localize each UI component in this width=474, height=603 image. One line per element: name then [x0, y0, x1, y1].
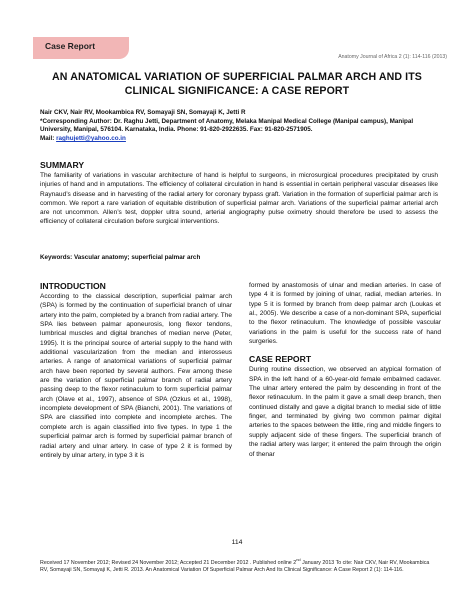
article-title: AN ANATOMICAL VARIATION OF SUPERFICIAL PALMAR ARCH AND ITS CLINICAL SIGNIFICANCE: A CASE REPORT: [52, 71, 422, 97]
author-names: Nair CKV, Nair RV, Mookambica RV, Somayaji SN, Somayaji K, Jetti R: [40, 109, 246, 116]
article-type-badge: [33, 37, 129, 59]
summary-heading: SUMMARY: [40, 160, 85, 170]
article-type-label: Case Report: [45, 41, 96, 51]
right-column: [249, 281, 441, 459]
author-block: [40, 109, 440, 144]
page-number: 114: [231, 539, 243, 546]
introduction-text: According to the classical description, superficial palmar arch (SPA) is formed by the continuation of superficial branch of ulnar artery into the palm, completed by a branch from radial artery. The SPA lies between palmar aponeurosis, long flexor tendons, lumbrical muscles and digital branches of median nerve (Peter, 1995). It is the principal source of arterial supply to the hand with additional vascularization from the median and interosseus arteries. A range of anatomical variations of superficial palmar arch have been reported by several authors. Few among these are the variation of superficial palmar branch of radial artery passing deep to the flexor retinaculum to form superficial palmar arch (Olave et al., 1997), absence of SPA (Ozkus et al., 1998), incomplete development of SPA (Bianchi, 2001). The variations of SPA are classified into complete and incomplete arches. The complete arch is again classified into five types. In type 1 the superficial palmar arch is formed by superficial palmar branch of radial artery and ulnar artery. In case of type 2 it is formed by entirely by ulnar artery, in type 3 it is: [40, 293, 232, 459]
left-column: [40, 281, 232, 460]
introduction-continued-text: formed by anastomosis of ulnar and median arteries. In case of type 4 it is formed by joining of ulnar, radial, median arteries. In type 5 it is formed by branch from deep palmar arch (Loukas et al., 2005). We describe a case of a non-dominant SPA, superficial to the flexor retinaculum. The knowledge of possible vascular variations in the palm is useful for the success rate of hand surgeries.: [249, 282, 441, 346]
introduction-heading: INTRODUCTION: [40, 281, 106, 291]
case-report-text: During routine dissection, we observed an atypical formation of SPA in the left hand of a 60-year-old female embalmed cadaver. The ulnar artery entered the palm by descending in front of the flexor retinaculum. In the palm it gave a small deep branch, then continued distally and gave a digital branch to medial side of little finger, and terminated by giving two common palmar digital arteries to the spaces between the little, ring and middle fingers to supply adjacent side of these fingers. The superficial branch of the radial artery was larger; it entered the palm through the origin of thenar: [249, 366, 441, 458]
footer-superscript: nd: [296, 557, 301, 562]
case-report-heading: CASE REPORT: [249, 354, 312, 365]
email-link[interactable]: raghujetti@yahoo.co.in: [56, 135, 126, 143]
footer-received: Received 17 November 2012; Revised 24 November 2012; Accepted 21 December 2012 . Published online 2: [40, 559, 297, 566]
journal-citation: Anatomy Journal of Africa 2 (1): 114-116 (2013): [338, 54, 447, 60]
corresponding-author: *Corresponding Author: Dr. Raghu Jetti, Department of Anatomy, Melaka Manipal Medical College (Manipal campus), Manipal University, Manipal, 576104. Karnataka, India. Phone: 91-820-2922635. Fax: 91-820-2571905.: [40, 117, 414, 134]
citation-footer: [40, 556, 438, 575]
keywords: Keywords: Vascular anatomy; superficial palmar arch: [40, 254, 201, 261]
summary-text: The familiarity of variations in vascular architecture of hand is helpful to surgeons, in microsurgical procedures precipitated by crush injuries of hand and in amputations. The efficiency of collateral circulation in hand is essential in certain peripheral vascular diseases like Raynaud’s disease and in harvesting of the radial artery for coronary bypass graft. Variation in the formation of superficial palmar arch is common. We report a rare variation of equitable distribution of superficial palmar arch. Variations of the superficial palmar arterial arch are not uncommon. Allen’s test, doppler ultra sound, arterial angiography pulse oximetry should therefore be used to assess the efficiency of collateral circulation before surgical interventions.: [40, 172, 438, 226]
footer-citation: January 2013 To cite: Nair CKV, Nair RV, Mookambica RV, Somayaji SN, Somayaji K, Jetti R. 2013. An Anatomical Variation Of Superficial Palmar Arch And Its Clinical Significance: A Case Report 2 (1): 114-116.: [40, 559, 430, 574]
email-label: Mail:: [40, 135, 55, 143]
email-line: [40, 135, 440, 144]
